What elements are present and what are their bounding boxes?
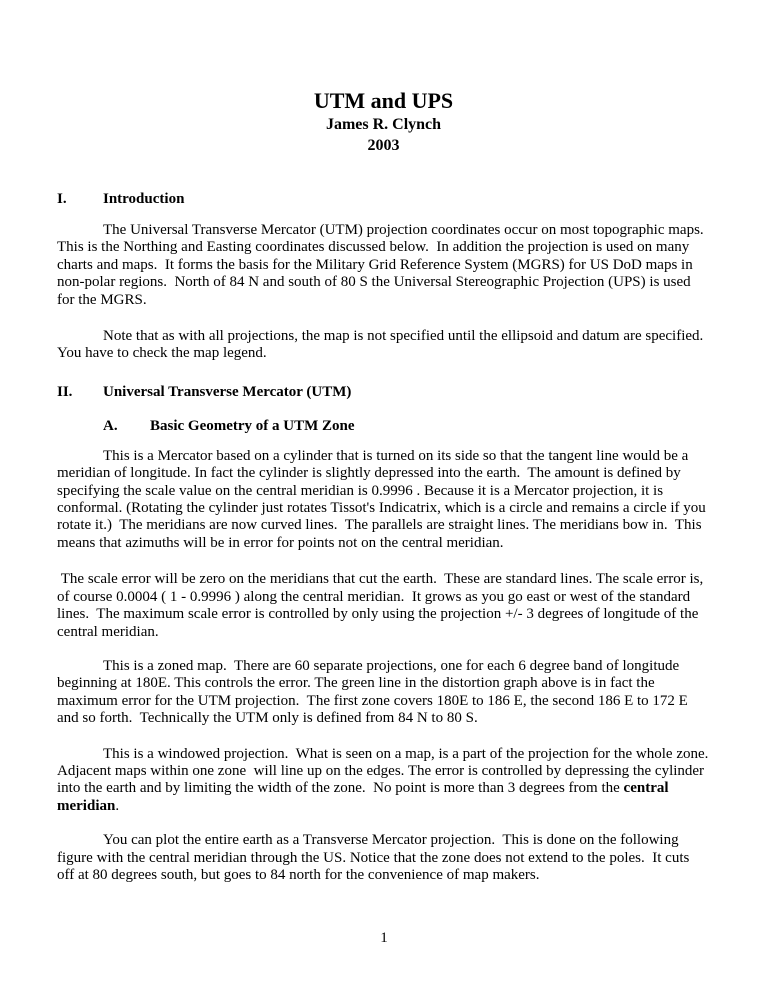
central-meridian-bold-text: central meridian <box>57 780 673 814</box>
page-number: 1 <box>380 930 388 946</box>
paragraph-ellipsoid-datum-note: Note that as with all projections, the map is not specified until the ellipsoid and datum are specified. You have to check the map legend. <box>57 328 711 362</box>
document-content <box>57 0 716 884</box>
document-author: James R. Clynch <box>325 116 442 133</box>
subsection-title: Basic Geometry of a UTM Zone <box>150 417 355 434</box>
section-title: Universal Transverse Mercator (UTM) <box>103 383 352 400</box>
section-number: II. <box>57 383 73 400</box>
document-year: 2003 <box>367 137 400 154</box>
section-title: Introduction <box>103 191 185 207</box>
paragraph-text-pre: This is a windowed projection. What is seen on a map, is a part of the projection for the whole zone. Adjacent maps within one zone will line up on the edges. The error is controlled by depressing the cylinder into the earth and by limiting the width of the zone. No point is more than 3 degrees from the <box>57 745 716 797</box>
paragraph-text-post: . <box>115 797 120 814</box>
paragraph-windowed-projection <box>57 745 716 816</box>
subsection-number: A. <box>103 417 118 434</box>
title-block <box>57 88 710 156</box>
paragraph-mercator-cylinder: This is a Mercator based on a cylinder that is turned on its side so that the tangent line would be a meridian of longitude. In fact the cylinder is slightly depressed into the earth. The amount is defined by specifying the scale value on the central meridian is 0.9996 . Because it is a Mercator projection, it is conformal. (Rotating the cylinder just rotates Tissot's Indicatrix, which is a circle and remains a circle if you rotate it.) The meridians are now curved lines. The parallels are straight lines. The meridians bow in. This means that azimuths will be in error for points not on the central meridian. <box>57 447 710 551</box>
section-number: I. <box>57 191 67 207</box>
paragraph-scale-error: The scale error will be zero on the meridians that cut the earth. These are standard lines. The scale error is, of course 0.0004 ( 1 - 0.9996 ) along the central meridian. It grows as you go east or west of the standard lines. The maximum scale error is controlled by only using the projection +/- 3 degrees of longitude of the central meridian. <box>57 571 708 640</box>
paragraph-utm-coordinates: The Universal Transverse Mercator (UTM) projection coordinates occur on most topographic maps. This is the Northing and Easting coordinates discussed below. In addition the projection is used on many charts and maps. It forms the basis for the Military Grid Reference System (MGRS) for US DoD maps in non-polar regions. North of 84 N and south of 80 S the Universal Stereographic Projection (UPS) is used for the MGRS. <box>57 222 708 308</box>
document-title: UTM and UPS <box>313 88 454 113</box>
paragraph-entire-earth-plot: You can plot the entire earth as a Transverse Mercator projection. This is done on the following figure with the central meridian through the US. Notice that the zone does not extend to the poles. It cuts off at 80 degrees south, but goes to 84 north for the convenience of map makers. <box>57 832 694 883</box>
section-heading-introduction <box>57 190 710 208</box>
section-heading-utm <box>57 383 710 401</box>
subsection-heading-basic-geometry <box>57 417 710 435</box>
paragraph-zoned-map: This is a zoned map. There are 60 separate projections, one for each 6 degree band of longitude beginning at 180E. This controls the error. The green line in the distortion graph above is in fact the maximum error for the UTM projection. The first zone covers 180E to 186 E, the second 186 E to 172 E and so forth. Technically the UTM only is defined from 84 N to 80 S. <box>57 657 692 727</box>
